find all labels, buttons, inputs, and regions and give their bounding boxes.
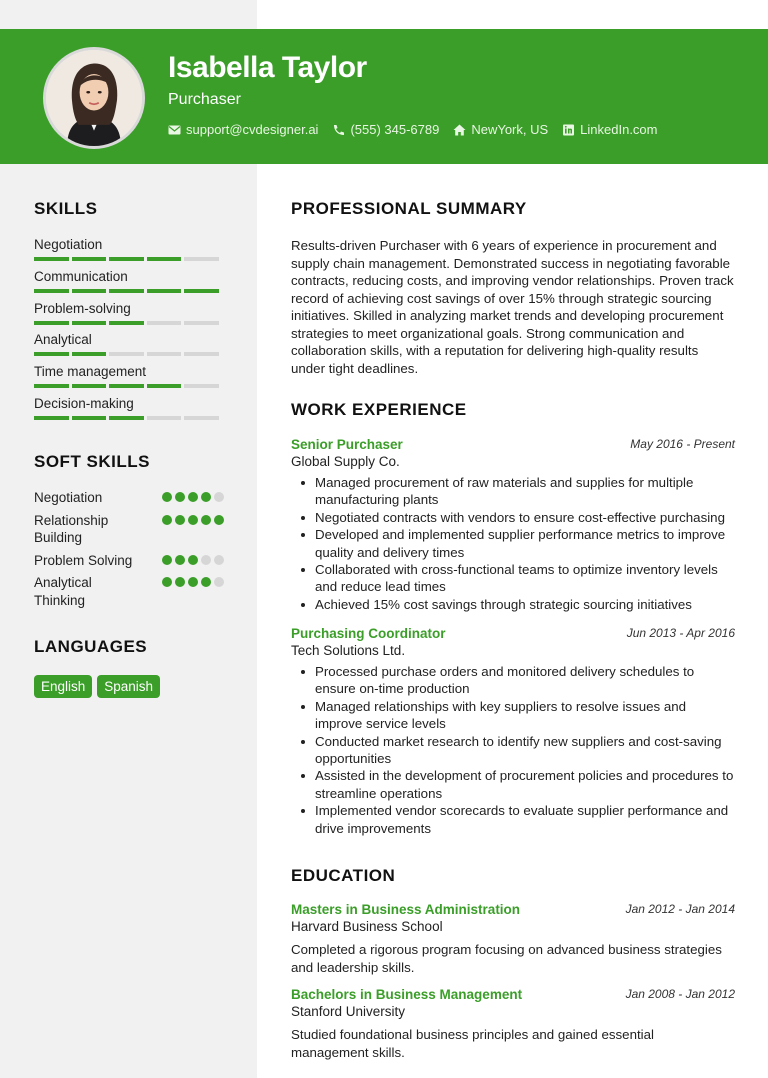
skill-level-segment [34, 321, 69, 325]
job-bullet: Assisted in the development of procurement policies and procedures to streamline operations [291, 767, 735, 802]
skill-level-bar [34, 352, 224, 356]
rating-dot [162, 555, 172, 565]
skill-item [34, 332, 224, 364]
school-name: Harvard Business School [291, 919, 443, 934]
skill-name: Decision-making [34, 395, 134, 411]
skill-level-segment [72, 321, 107, 325]
rating-dot [201, 577, 211, 587]
skill-level-bar [34, 257, 224, 261]
job-bullet: Achieved 15% cost savings through strategic sourcing initiatives [291, 596, 735, 613]
skill-level-segment [147, 321, 182, 325]
skill-level-segment [184, 257, 219, 261]
rating-dot [214, 515, 224, 525]
soft-skill-item [34, 489, 224, 507]
candidate-role: Purchaser [168, 91, 241, 108]
job-company: Tech Solutions Ltd. [291, 643, 406, 658]
email-text: support@cvdesigner.ai [186, 122, 319, 137]
job-bullets [291, 663, 735, 837]
job-company: Global Supply Co. [291, 454, 400, 469]
rating-dot [188, 492, 198, 502]
education-description: Studied foundational business principles and gained essential management skills. [291, 1027, 654, 1060]
linkedin-icon [562, 124, 575, 136]
candidate-name: Isabella Taylor [168, 51, 367, 84]
rating-dot [214, 492, 224, 502]
job-entry [291, 437, 735, 613]
rating-dot [214, 577, 224, 587]
location-text: NewYork, US [471, 122, 549, 137]
soft-skill-rating [162, 489, 224, 502]
skill-level-segment [34, 289, 69, 293]
skill-level-segment [147, 416, 182, 420]
rating-dot [162, 515, 172, 525]
skill-item [34, 364, 224, 396]
soft-skill-rating [162, 512, 224, 525]
rating-dot [175, 577, 185, 587]
contact-phone[interactable] [332, 122, 439, 137]
skill-name: Analytical [34, 332, 92, 348]
home-icon [453, 124, 466, 136]
skills-title: SKILLS [34, 199, 98, 218]
soft-skill-item [34, 512, 224, 547]
skill-level-segment [34, 352, 69, 356]
skills-list [34, 237, 224, 428]
skill-level-segment [147, 289, 182, 293]
job-title: Purchasing Coordinator [291, 626, 446, 641]
job-bullet: Implemented vendor scorecards to evaluate supplier performance and drive improvements [291, 802, 735, 837]
envelope-icon [168, 124, 181, 136]
education-description: Completed a rigorous program focusing on advanced business strategies and leadership skills. [291, 942, 722, 975]
rating-dot [162, 577, 172, 587]
skill-item [34, 301, 224, 333]
skill-level-segment [147, 384, 182, 388]
skill-level-segment [72, 257, 107, 261]
rating-dot [175, 492, 185, 502]
degree-title: Bachelors in Business Management [291, 987, 523, 1002]
job-title: Senior Purchaser [291, 437, 403, 452]
skill-item [34, 237, 224, 269]
soft-skill-rating [162, 552, 224, 565]
job-bullet: Developed and implemented supplier performance metrics to improve quality and delivery times [291, 526, 735, 561]
job-bullet: Processed purchase orders and monitored delivery schedules to ensure on-time production [291, 663, 735, 698]
skill-level-segment [147, 257, 182, 261]
degree-title: Masters in Business Administration [291, 902, 521, 917]
rating-dot [162, 492, 172, 502]
skill-level-segment [184, 384, 219, 388]
skill-level-segment [109, 321, 144, 325]
rating-dot [201, 555, 211, 565]
job-bullet: Collaborated with cross-functional teams to optimize inventory levels and reduce lead times [291, 561, 735, 596]
education-title: EDUCATION [291, 866, 396, 885]
skill-level-segment [72, 416, 107, 420]
contact-email[interactable] [168, 122, 318, 137]
job-bullet: Negotiated contracts with vendors to ensure cost-effective purchasing [291, 509, 735, 526]
linkedin-text: LinkedIn.com [580, 122, 658, 137]
education-entry [291, 987, 735, 1061]
language-badge: Spanish [97, 675, 160, 698]
rating-dot [201, 492, 211, 502]
education-entry [291, 902, 735, 976]
skill-level-segment [109, 257, 144, 261]
skill-level-segment [184, 352, 219, 356]
contact-location [453, 122, 548, 137]
soft-skill-item [34, 574, 224, 609]
soft-skills-list [34, 489, 224, 614]
phone-text: (555) 345-6789 [350, 122, 440, 137]
job-bullet: Managed relationships with key suppliers to resolve issues and improve service levels [291, 698, 735, 733]
skill-level-segment [34, 257, 69, 261]
soft-skills-title: SOFT SKILLS [34, 452, 150, 471]
summary-title: PROFESSIONAL SUMMARY [291, 199, 527, 218]
skill-level-segment [184, 416, 219, 420]
skill-level-segment [109, 384, 144, 388]
skill-level-bar [34, 321, 224, 325]
skill-level-segment [72, 289, 107, 293]
skill-level-segment [109, 416, 144, 420]
skill-level-segment [109, 352, 144, 356]
skill-level-bar [34, 384, 224, 388]
skill-level-bar [34, 289, 224, 293]
phone-icon [332, 124, 345, 136]
rating-dot [214, 555, 224, 565]
avatar [43, 47, 145, 149]
skill-name: Communication [34, 268, 128, 284]
skill-level-segment [184, 289, 219, 293]
skill-level-segment [184, 321, 219, 325]
soft-skill-name: Analytical Thinking [34, 575, 92, 608]
skill-name: Time management [34, 364, 147, 380]
contact-row [168, 122, 658, 137]
soft-skill-rating [162, 574, 224, 587]
skill-level-segment [72, 352, 107, 356]
profile-photo-icon [46, 50, 142, 146]
rating-dot [175, 515, 185, 525]
contact-linkedin[interactable] [562, 122, 657, 137]
job-entry [291, 626, 735, 837]
skill-level-segment [34, 384, 69, 388]
soft-skill-name: Problem Solving [34, 552, 133, 568]
skill-level-segment [72, 384, 107, 388]
skill-item [34, 396, 224, 428]
job-date: May 2016 - Present [630, 437, 735, 451]
header-banner [0, 29, 768, 164]
soft-skill-name: Negotiation [34, 490, 103, 505]
job-bullet: Managed procurement of raw materials and supplies for multiple manufacturing plants [291, 474, 735, 509]
rating-dot [188, 577, 198, 587]
soft-skill-name: Relationship Building [34, 512, 109, 545]
rating-dot [201, 515, 211, 525]
rating-dot [188, 555, 198, 565]
skill-level-segment [34, 416, 69, 420]
skill-level-segment [147, 352, 182, 356]
skill-level-segment [109, 289, 144, 293]
skill-name: Negotiation [34, 237, 103, 252]
education-date: Jan 2012 - Jan 2014 [625, 902, 735, 916]
job-date: Jun 2013 - Apr 2016 [626, 626, 735, 640]
skill-item [34, 269, 224, 301]
languages-list [34, 675, 160, 698]
language-badge: English [34, 675, 92, 698]
rating-dot [175, 555, 185, 565]
job-bullets [291, 474, 735, 613]
soft-skill-item [34, 552, 224, 570]
skill-level-bar [34, 416, 224, 420]
school-name: Stanford University [291, 1004, 406, 1019]
education-date: Jan 2008 - Jan 2012 [625, 987, 735, 1001]
languages-title: LANGUAGES [34, 637, 148, 656]
summary-text: Results-driven Purchaser with 6 years of experience in procurement and supply chain management. Demonstrated success in negotiating favorable contracts, reducing costs, and improving vendor relationships. Proven track record of achieving cost savings of over 15% through strategic sourcing initiatives. Skilled in analyzing market trends and developing procurement strategies to meet organizational goals. Strong communication and collaboration skills, with a reputation for delivering high-quality results under tight deadlines. [291, 238, 734, 376]
skill-name: Problem-solving [34, 300, 131, 316]
job-bullet: Conducted market research to identify new suppliers and cost-saving opportunities [291, 733, 735, 768]
experience-title: WORK EXPERIENCE [291, 400, 467, 419]
rating-dot [188, 515, 198, 525]
